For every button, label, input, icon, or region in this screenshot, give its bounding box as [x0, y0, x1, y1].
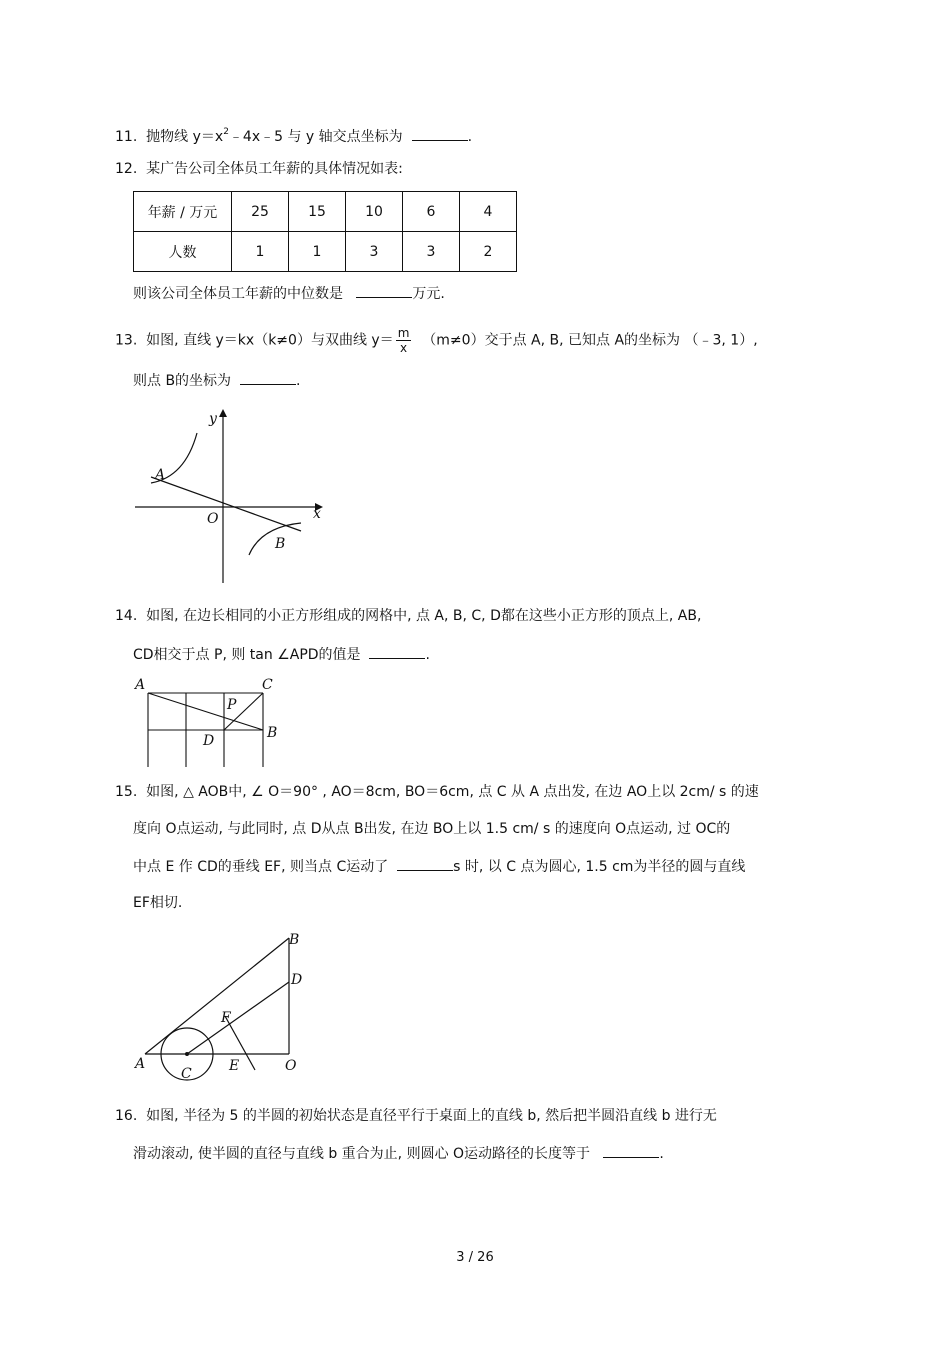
table-cell: 3: [346, 232, 403, 272]
label-e: E: [229, 1058, 240, 1074]
q12-after-suffix: 万元.: [412, 286, 445, 302]
label-d: D: [291, 972, 303, 988]
q16-line1: [115, 1106, 717, 1126]
q14-line2-prefix: CD相交于点 P, 则 tan ∠APD的值是: [133, 647, 361, 663]
q11-prefix: 抛物线 y＝x: [146, 129, 224, 145]
q16-line2: [133, 1143, 664, 1164]
q13-fraction: [396, 326, 412, 355]
q13-line2: [133, 370, 300, 391]
q11-line: [115, 122, 472, 147]
line-y-kx: [151, 477, 301, 531]
label-p: P: [227, 697, 237, 713]
table-cell: 人数: [134, 232, 232, 272]
label-c: C: [181, 1066, 192, 1082]
q15-line1-text: 如图, △ AOB中, ∠ O＝90° , AO＝8cm, BO＝6cm, 点 C 从 A 点出发, 在边 AO上以 2cm/ s 的速: [146, 784, 759, 800]
table-cell: 3: [403, 232, 460, 272]
q15-figure: [133, 928, 313, 1083]
q16-line2-prefix: 滑动滚动, 使半圆的直径与直线 b 重合为止, 则圆心 O运动路径的长度等于: [133, 1146, 591, 1162]
q14-number: 14.: [115, 608, 138, 624]
q12-answer-blank: [356, 283, 412, 298]
table-cell: 25: [232, 192, 289, 232]
q14-line2: [133, 644, 430, 665]
q14-line2-end: .: [425, 647, 430, 663]
label-x: x: [313, 506, 321, 522]
q12-after-line: [133, 283, 445, 304]
label-o: O: [207, 511, 219, 527]
table-cell: 1: [232, 232, 289, 272]
q15-line2: [133, 819, 730, 839]
q11-answer-blank: [412, 126, 468, 141]
q11-sup: 2: [223, 127, 229, 137]
q11-end: .: [467, 129, 473, 145]
label-a: A: [155, 467, 166, 483]
label-a: A: [135, 677, 146, 693]
center-dot: [185, 1052, 189, 1056]
table-cell: 1: [289, 232, 346, 272]
grid: [148, 693, 263, 767]
q14-line1: [115, 606, 701, 626]
table-cell: 年薪 / 万元: [134, 192, 232, 232]
q15-line2-text: 度向 O点运动, 与此同时, 点 D从点 B出发, 在边 BO上以 1.5 cm/ s 的速度向 O点运动, 过 OC的: [133, 821, 731, 837]
segment-ab: [148, 693, 263, 730]
q15-line3: [133, 856, 745, 877]
q16-number: 16.: [115, 1108, 138, 1124]
q11-suffix: ﹣4x﹣5 与 y 轴交点坐标为: [228, 129, 403, 145]
table-cell: 2: [460, 232, 517, 272]
table-cell: 10: [346, 192, 403, 232]
label-c: C: [262, 677, 273, 693]
q13-line1-a: 如图, 直线 y＝kx（k≠0）与双曲线 y＝: [146, 332, 394, 349]
q15-line1: [115, 782, 759, 802]
q12-line: [115, 159, 403, 179]
q13-frac-den: x: [399, 341, 408, 355]
q15-line4: [133, 893, 182, 913]
table-row: [134, 232, 517, 272]
segment-ab: [145, 938, 289, 1054]
segment-cd: [187, 982, 289, 1054]
label-b: B: [267, 725, 278, 741]
q13-frac-num: m: [397, 326, 410, 340]
q13-figure: [133, 405, 328, 585]
wage-table: [133, 191, 517, 272]
q16-answer-blank: [603, 1143, 659, 1158]
q11-number: 11.: [115, 129, 138, 145]
table-row: [134, 192, 517, 232]
label-d: D: [203, 733, 215, 749]
q16-line2-end: .: [659, 1146, 664, 1162]
q13-line2-prefix: 则点 B的坐标为: [133, 373, 232, 389]
label-a: A: [135, 1056, 146, 1072]
q14-answer-blank: [369, 644, 425, 659]
q15-line3-suffix: s 时, 以 C 点为圆心, 1.5 cm为半径的圆与直线: [453, 859, 746, 875]
q15-answer-blank: [397, 856, 453, 871]
table-cell: 6: [403, 192, 460, 232]
y-axis-arrow-icon: [219, 409, 227, 417]
table-cell: 4: [460, 192, 517, 232]
label-b: B: [275, 536, 286, 552]
q12-number: 12.: [115, 161, 138, 177]
q12-after-prefix: 则该公司全体员工年薪的中位数是: [133, 286, 343, 302]
q13-number: 13.: [115, 332, 138, 349]
q16-line1-text: 如图, 半径为 5 的半圆的初始状态是直径平行于桌面上的直线 b, 然后把半圆沿直线 b 进行无: [146, 1108, 717, 1124]
q13-line2-end: .: [295, 373, 301, 389]
label-y: y: [209, 411, 217, 427]
q14-line1-text: 如图, 在边长相同的小正方形组成的网格中, 点 A, B, C, D都在这些小正方形的顶点上, AB,: [146, 608, 702, 624]
q15-line3-prefix: 中点 E 作 CD的垂线 EF, 则当点 C运动了: [133, 859, 389, 875]
q15-line4-text: EF相切.: [133, 895, 183, 911]
q13-line1: [115, 326, 758, 355]
q12-text: 某广告公司全体员工年薪的具体情况如表:: [146, 161, 403, 177]
label-f: F: [221, 1010, 231, 1026]
q13-answer-blank: [240, 370, 296, 385]
page-number: 3 / 26: [456, 1250, 494, 1265]
q15-number: 15.: [115, 784, 138, 800]
label-b: B: [289, 932, 300, 948]
label-o: O: [285, 1058, 297, 1074]
q13-line1-b: （m≠0）交于点 A, B, 已知点 A的坐标为 （﹣3, 1）,: [422, 332, 758, 349]
q14-figure: [133, 675, 283, 770]
table-cell: 15: [289, 192, 346, 232]
